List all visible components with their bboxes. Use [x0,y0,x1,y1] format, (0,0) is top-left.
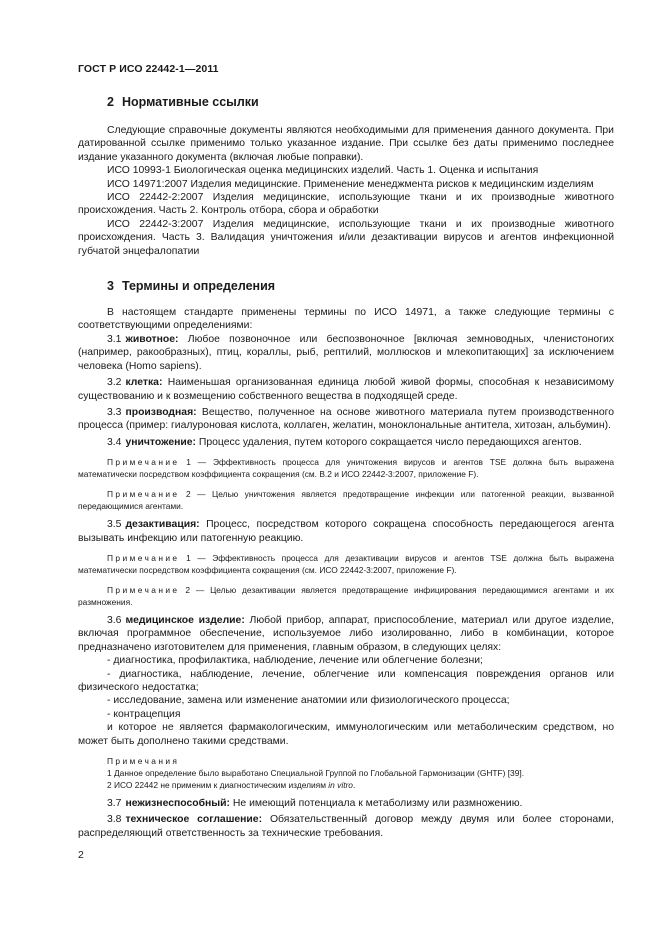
section-2-heading [78,93,614,111]
term-3-5 [78,518,614,545]
reference-4: ИСО 22442-3:2007 Изделия медицинские, использующие ткани и их производные животного происхождения. Часть 3. Валидация уничтожения и/или дезактивации вирусов и агентов инфекционной губчатой энцефалопатии [78,218,614,257]
term-3-7-definition: Не имеющий потенциала к метаболизму или размножению. [232,798,523,809]
term-3-4-definition: Процесс удаления, путем которого сокращается число передающихся агентов. [198,436,582,448]
term-3-3 [78,406,614,433]
term-3-6-number: 3.6 [107,614,122,626]
term-3-7 [78,797,614,810]
term-3-8 [78,813,614,840]
note-label: Примечание [107,584,180,595]
term-3-2-number: 3.2 [107,377,122,389]
term-3-5-number: 3.5 [107,519,122,531]
document-header: ГОСТ Р ИСО 22442-1—2011 [78,63,219,75]
page-number: 2 [78,849,84,861]
term-3-4-number: 3.4 [107,436,122,448]
section-3-intro: В настоящем стандарте применены термины по ИСО 14971, а также следующие термины с соответствующими определениями: [78,307,614,332]
term-3-1 [78,333,614,373]
note-label: Примечание [107,457,180,468]
term-3-6-note-2 [78,779,614,791]
term-3-6-bullet-2: - диагностика, наблюдение, лечение, облегчение или компенсация повреждения органов или физического недостатка; [78,668,614,693]
term-3-4-note-2 [78,488,614,512]
term-3-4 [78,436,614,449]
note-label: Примечание [107,552,180,563]
term-3-8-number: 3.8 [107,814,122,826]
term-3-2 [78,376,614,403]
reference-3: ИСО 22442-2:2007 Изделия медицинские, использующие ткани и их производные животного происхождения. Часть 2. Контроль отбора, сбора и обработки [78,192,614,217]
page-content [78,92,614,840]
term-3-6-notes [78,755,614,791]
term-3-6-note-1: 1 Данное определение было выработано Специальной Группой по Глобальной Гармонизации (GHTF) [39]. [107,768,525,778]
section-3-number: 3 [107,279,114,294]
term-3-7-name: нежизнеспособный: [125,798,231,809]
term-3-3-number: 3.3 [107,406,122,418]
term-3-6 [78,614,614,654]
term-3-2-definition: Наименьшая организованная единица любой живой формы, способная к независимому существованию и к возмещению собственного вещества в подходящей среде. [78,377,615,402]
section-2-title: Нормативные ссылки [121,95,259,109]
term-3-6-bullet-3: - исследование, замена или изменение анатомии или физиологического процесса; [107,695,510,707]
term-3-5-note-2 [78,584,614,608]
section-3-title: Термины и определения [121,279,276,294]
term-3-7-number: 3.7 [107,798,122,809]
term-3-8-name: техническое соглашение: [125,814,263,826]
term-3-3-name: производная: [125,406,197,418]
term-3-6-definition: Любой прибор, аппарат, приспособление, материал или другое изделие, включая программное обеспечение, используемое либо изолированно, либо в комбинации, которое предназначено изготовителем для применения, главным образом, в следующих целях: [78,614,614,653]
reference-1: ИСО 10993-1 Биологическая оценка медицинских изделий. Часть 1. Оценка и испытания [107,165,539,177]
section-3-heading [78,277,614,295]
term-3-8-definition: Обязательственный договор между двумя или более сторонами, распределяющий ответственность за технические требования. [78,814,615,839]
section-2-intro: Следующие справочные документы являются необходимыми для применения данного документа. При датированной ссылке применимо только указанное издание. При ссылке без даты применимо последнее издание указанного документа (включая любые поправки). [78,125,614,163]
section-2-number: 2 [107,95,114,109]
note-text: 2 — Целью уничтожения является предотвращение инфекции или патогенной реакции, вызванной передающимися агентами. [78,489,614,512]
note-text: 2 — Целью дезактивации является предотвращение инфицирования передающимися агентами и их размножения. [78,584,614,607]
note-text-end: . [352,780,356,790]
note-text-italic: in vitro [328,780,353,790]
term-3-1-number: 3.1 [107,333,122,345]
term-3-5-notes [78,552,614,608]
term-3-6-bullet-1: - диагностика, профилактика, наблюдение, лечение или облегчение болезни; [107,655,483,667]
term-3-2-name: клетка: [125,377,163,389]
term-3-4-notes [78,456,614,512]
reference-2: ИСО 14971:2007 Изделия медицинские. Применение менеджмента рисков к медицинским изделиям [107,178,594,190]
term-3-4-note-1 [78,456,614,480]
term-3-6-tail: и которое не является фармакологическим, иммунологическим или метаболическим средством, но может быть дополнено такими средствами. [78,722,614,747]
term-3-5-definition: Процесс, посредством которого сокращена способность передающегося агента вызывать инфекцию или патогенную реакцию. [78,519,614,544]
term-3-1-definition: Любое позвоночное или беспозвоночное [включая земноводных, членистоногих (например, ракообразных), птиц, кораллы, рыб, рептилий, моллюсков и млекопитающих] за исключением человека (Homo sapiens). [78,333,615,372]
term-3-5-note-1 [78,552,614,576]
note-text: 1 — Эффективность процесса для дезактивации вирусов и агентов TSE должна быть выражена математически посредством коэффициента сокращения (см. ИСО 22442-3:2007, приложение F). [78,552,614,575]
term-3-5-name: дезактивация: [125,519,200,531]
note-text: 2 ИСО 22442 не применим к диагностическим изделиям [107,780,329,790]
term-3-3-definition: Вещество, полученное на основе животного материала путем производственного процесса (пример: гиалуроновая кислота, коллаген, желатин, моноклональные антитела, хитозан, альбумин). [78,406,614,432]
note-label: Примечание [107,489,180,500]
term-3-4-name: уничтожение: [125,436,197,448]
note-text: 1 — Эффективность процесса для уничтожения вирусов и агентов TSE должна быть выражена математически посредством коэффициента сокращения (см. В.2 и ИСО 22442-3:2007, приложение F). [78,457,614,480]
term-3-6-name: медицинское изделие: [125,614,245,626]
notes-label: Примечания [107,756,180,766]
term-3-6-bullet-4: - контрацепция [107,708,181,720]
term-3-1-name: животное: [125,333,179,345]
